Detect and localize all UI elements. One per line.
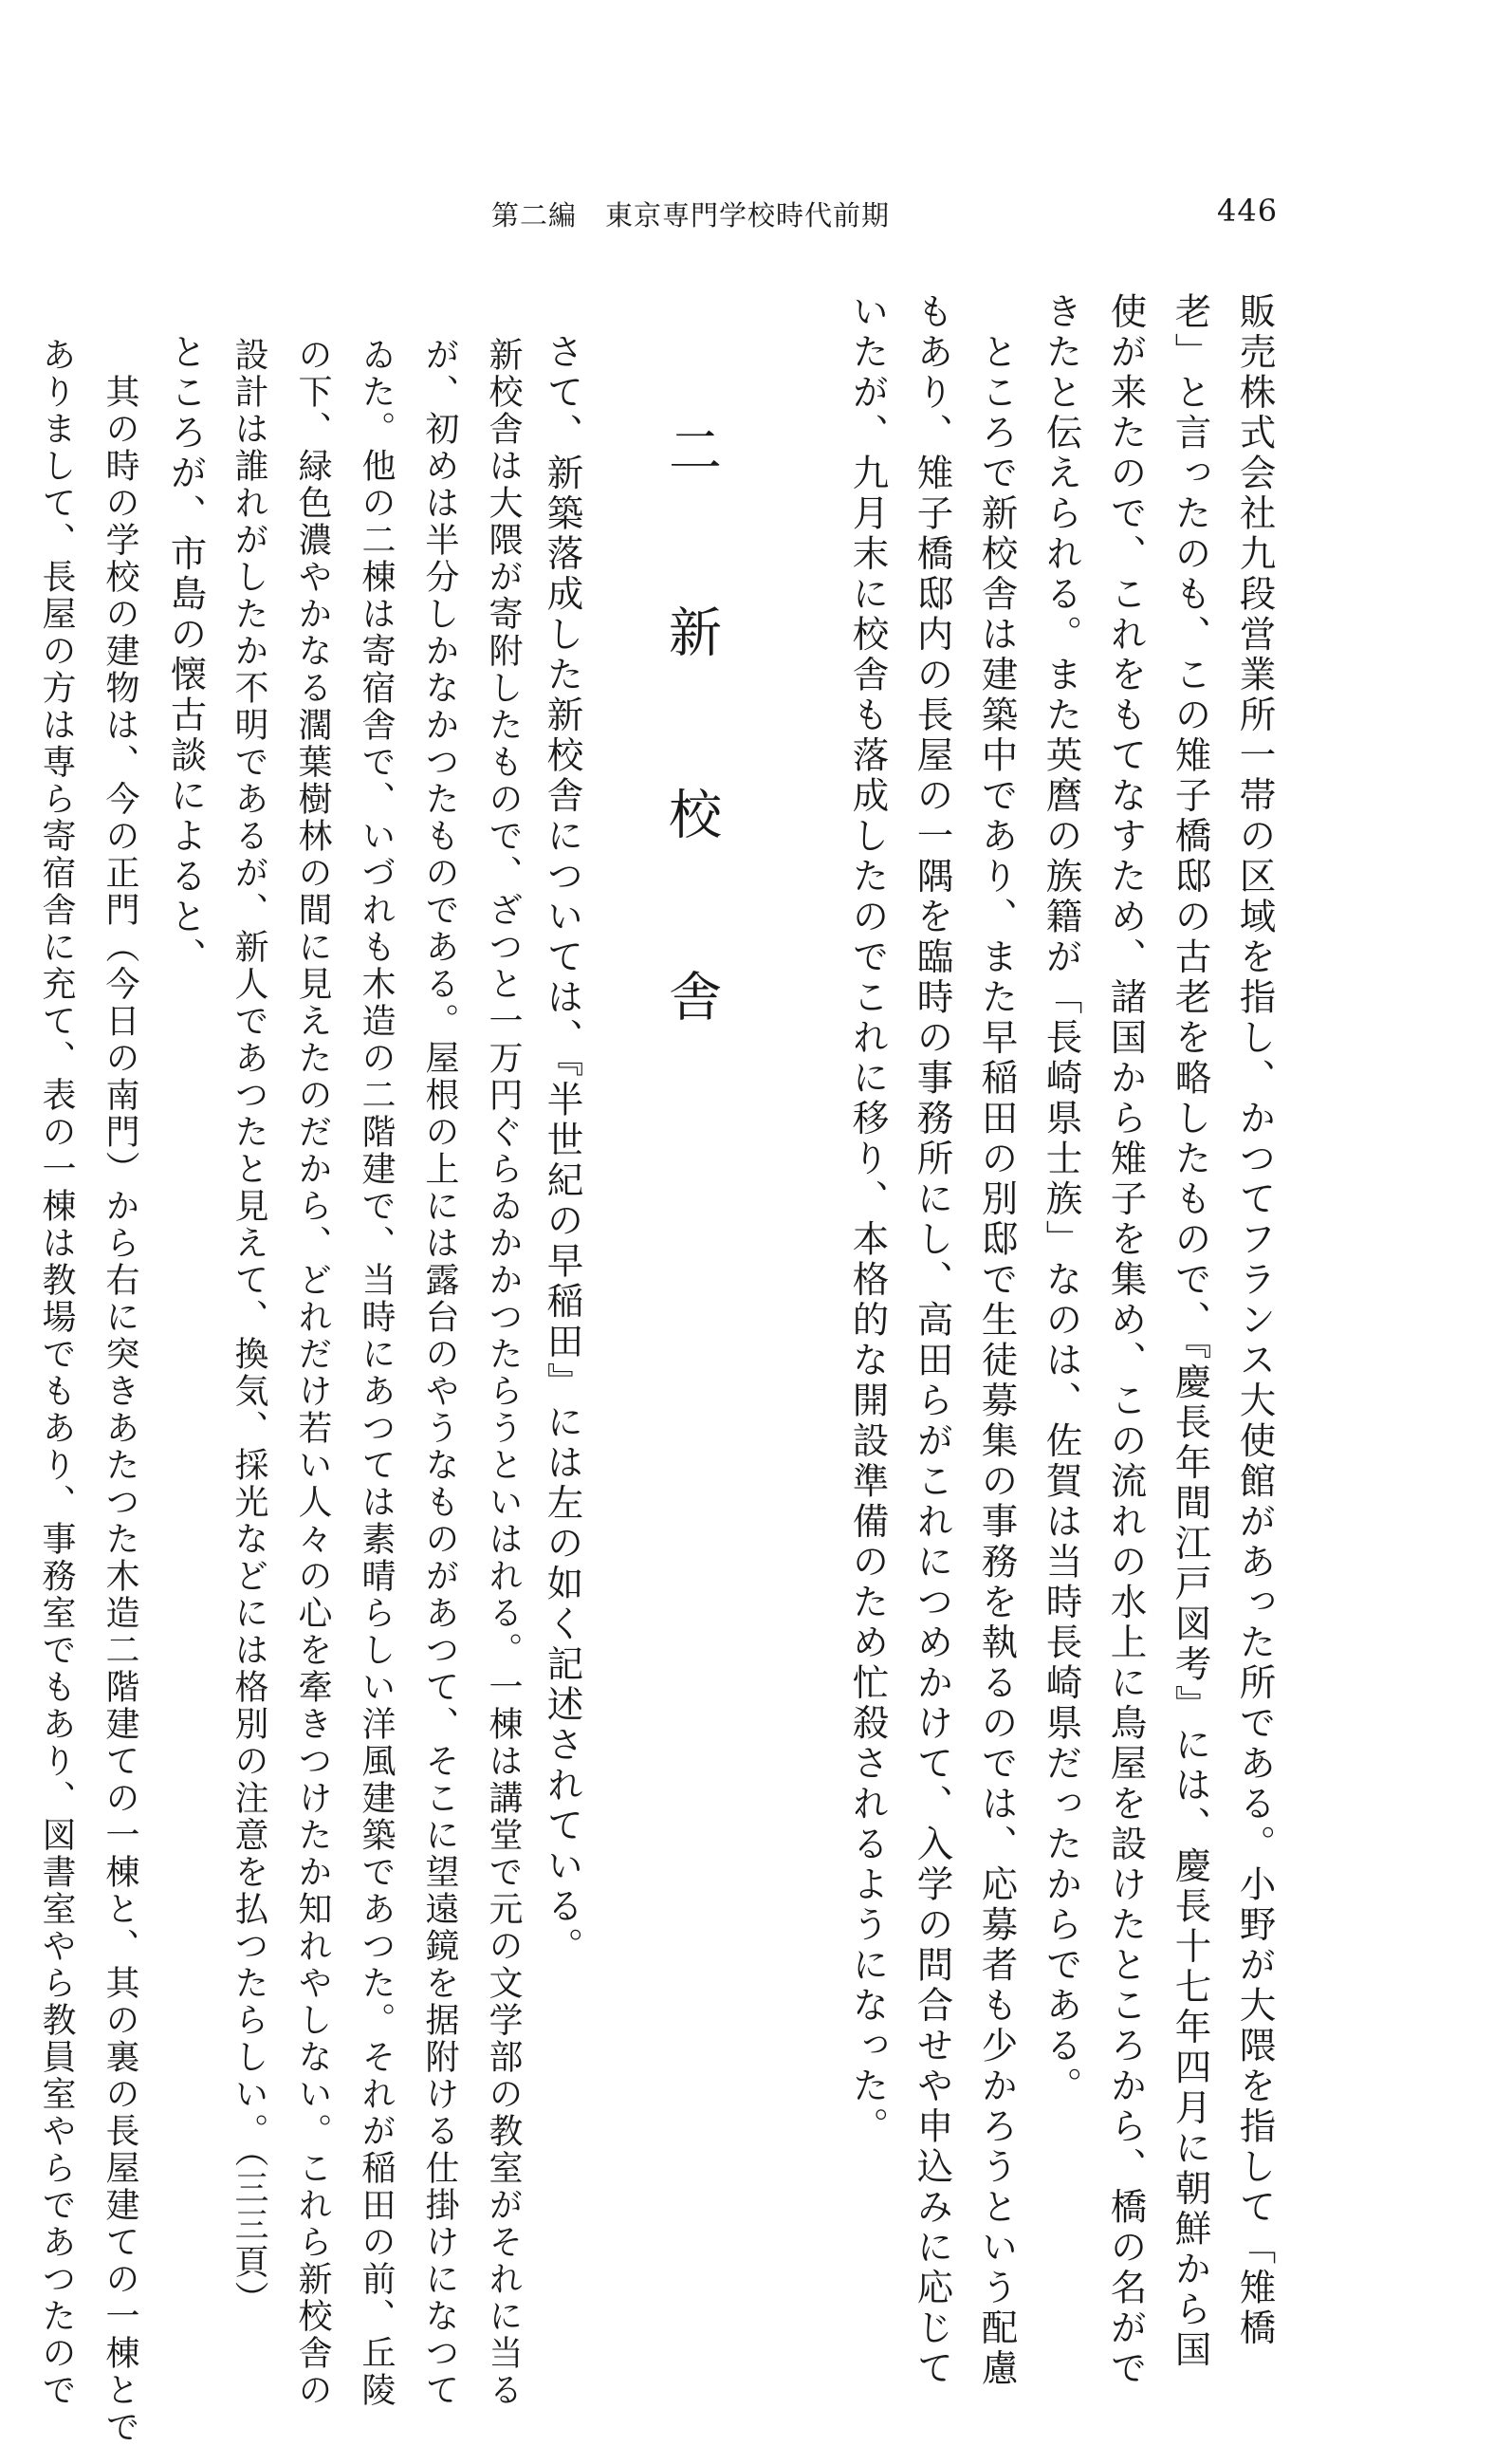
text-column: きたと伝えられる。また英麿の族籍が「長崎県士族」なのは、佐賀は当時長崎県だったからである。 (1040, 292, 1083, 2107)
quote-column: が、初めは半分しかなかつたものである。屋根の上には露台のやうなものがあつて、そこに望遠鏡を据附ける仕掛けになつて (420, 337, 459, 2409)
quote-column: 其の時の学校の建物は、今の正門（今日の南門）から右に突きあたつた木造二階建ての一棟と、其の裏の長屋建ての一棟とで (101, 337, 139, 2446)
text-column: 販売株式会社九段営業所一帯の区域を指し、かつてフランス大使館があった所である。小野が大隈を指して「雉橋 (1233, 292, 1277, 2349)
quote-column: ゐた。他の二棟は寄宿舎で、いづれも木造の二階建で、当時にあつては素晴らしい洋風建築であつた。それが稲田の前、丘陵 (357, 337, 396, 2409)
text-column: いたが、九月末に校舎も落成したのでこれに移り、本格的な開設準備のため忙殺されるようになった。 (846, 292, 890, 2147)
text-column: 老」と言ったのも、この雉子橋邸の古老を略したもので、『慶長年間江戸図考』には、慶長十七年四月に朝鮮から国 (1169, 292, 1212, 2371)
text-column: さて、新築落成した新校舎については、『半世紀の早稲田』には左の如く記述されている。 (541, 292, 584, 1968)
text-column: ところで新校舎は建築中であり、また早稲田の別邸で生徒募集の事務を執るのでは、応募者も少かろうという配慮 (975, 292, 1019, 2389)
section-title: 二 新 校 舎 (660, 422, 722, 1060)
text-column: ところが、市島の懐古談によると、 (164, 292, 208, 978)
page-number: 446 (1217, 193, 1279, 229)
quote-column: 新校舎は大隈が寄附したもので、ざつと一万円ぐらゐかかつたらうといはれる。一棟は講堂で元の文学部の教室がそれに当る (484, 337, 523, 2409)
quote-column: ありまして、長屋の方は専ら寄宿舎に充て、表の一棟は教場でもあり、事務室でもあり、図書室やら教員室やらであつたので (37, 337, 76, 2409)
running-header: 第二編 東京専門学校時代前期 (491, 199, 891, 232)
text-column: 使が来たので、これをもてなすため、諸国から雉子を集め、この流れの水上に鳥屋を設けたところから、橋の名がで (1104, 292, 1148, 2389)
text-column: もあり、雉子橋邸内の長屋の一隅を臨時の事務所にし、高田らがこれにつめかけて、入学の問合せや申込みに応じて (911, 292, 954, 2389)
quote-column: 設計は誰れがしたか不明であるが、新人であつたと見えて、換気、採光などには格別の注意を払つたらしい。（三三頁） (230, 337, 268, 2318)
quote-column: の下、緑色濃やかなる濶葉樹林の間に見えたのだから、どれだけ若い人々の心を牽きつけたか知れやしない。これら新校舎の (293, 337, 332, 2409)
